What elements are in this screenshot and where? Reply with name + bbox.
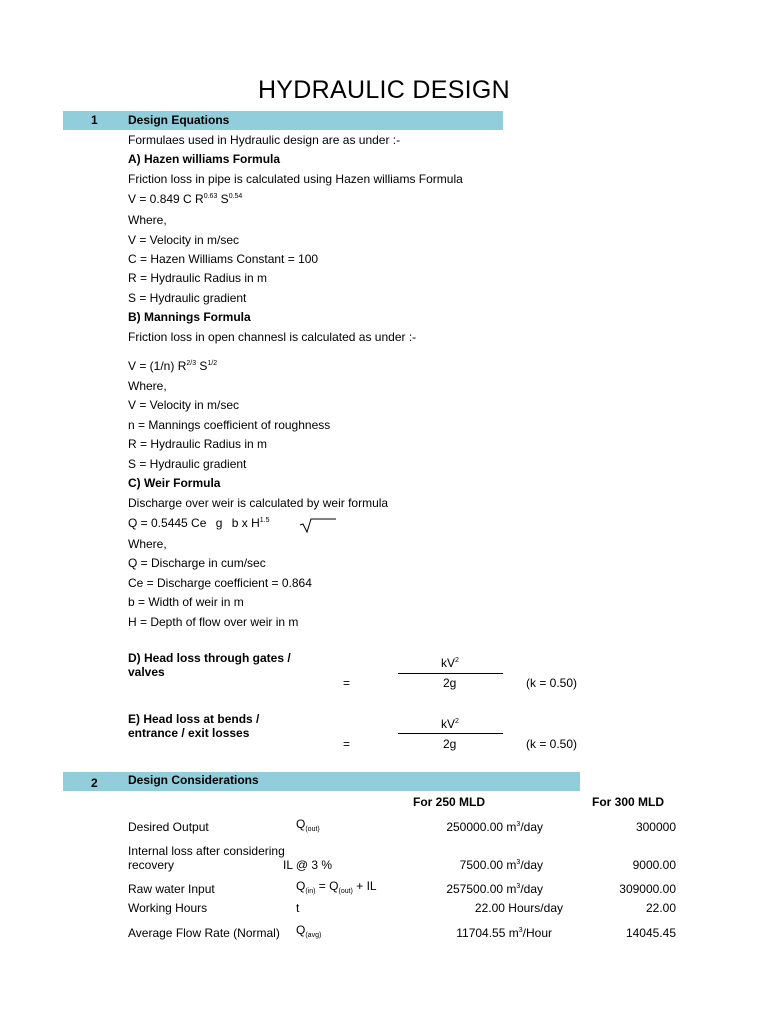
unit-text: m bbox=[506, 858, 517, 872]
gates-equals: = bbox=[343, 676, 351, 690]
unit-text: m bbox=[506, 882, 517, 896]
gates-denominator: 2g bbox=[443, 676, 457, 690]
sqrt-symbol-icon bbox=[298, 515, 338, 535]
symbol-text: + IL bbox=[352, 879, 377, 893]
symbol-subscript: (in) bbox=[305, 888, 316, 895]
section1-heading: Design Equations bbox=[128, 113, 230, 127]
row-label: Internal loss after considering bbox=[128, 844, 285, 858]
bends-label-cont: entrance / exit losses bbox=[128, 726, 250, 740]
where-label: Where, bbox=[128, 379, 167, 393]
column-header-250: For 250 MLD bbox=[413, 795, 486, 809]
row-label-cont: recovery bbox=[128, 858, 175, 872]
definition-line: S = Hydraulic gradient bbox=[128, 457, 247, 471]
gates-label-cont: valves bbox=[128, 665, 165, 679]
value-300: 9000.00 bbox=[632, 858, 676, 872]
definition-line: S = Hydraulic gradient bbox=[128, 291, 247, 305]
row-label: Average Flow Rate (Normal) bbox=[128, 926, 280, 940]
eq-exponent: 0.63 bbox=[203, 193, 218, 200]
where-label: Where, bbox=[128, 213, 167, 227]
definition-line: R = Hydraulic Radius in m bbox=[128, 271, 268, 285]
definition-line: V = Velocity in m/sec bbox=[128, 398, 240, 412]
value-300: 14045.45 bbox=[625, 926, 676, 940]
eq-exponent: 0.54 bbox=[228, 193, 243, 200]
definition-line: Ce = Discharge coefficient = 0.864 bbox=[128, 576, 312, 590]
bends-numerator bbox=[441, 717, 459, 731]
symbol-subscript: (out) bbox=[305, 826, 320, 833]
value-300: 309000.00 bbox=[619, 882, 676, 896]
unit-text: m bbox=[506, 820, 517, 834]
unit-exponent: 3 bbox=[516, 883, 521, 890]
value-text: 22.00 bbox=[474, 901, 505, 915]
eq-exponent: 2/3 bbox=[186, 360, 197, 367]
unit-rest: /day bbox=[520, 858, 543, 872]
gates-label: D) Head loss through gates / bbox=[128, 651, 291, 665]
symbol-text: Q bbox=[296, 879, 306, 893]
row-symbol bbox=[296, 923, 321, 937]
eq-part: Q = 0.5445 Ce bbox=[128, 516, 207, 530]
numerator-text: kV bbox=[441, 717, 456, 731]
section1-number: 1 bbox=[91, 113, 98, 127]
symbol-text: Q bbox=[296, 817, 306, 831]
eq-part: V = (1/n) R bbox=[128, 359, 187, 373]
mannings-description: Friction loss in open channesl is calculated as under :- bbox=[128, 330, 417, 344]
fraction-line bbox=[398, 733, 503, 734]
section2-number: 2 bbox=[91, 776, 98, 790]
row-symbol bbox=[296, 879, 377, 893]
definition-line: Q = Discharge in cum/sec bbox=[128, 556, 266, 570]
eq-part: V = 0.849 C R bbox=[128, 192, 204, 206]
bends-equals: = bbox=[343, 737, 351, 751]
value-250 bbox=[446, 820, 543, 834]
eq-part: S bbox=[196, 359, 208, 373]
symbol-text: = Q bbox=[315, 879, 339, 893]
row-symbol: IL @ 3 % bbox=[283, 858, 333, 872]
eq-exponent: 1.5 bbox=[259, 517, 270, 524]
eq-exponent: 1/2 bbox=[207, 360, 218, 367]
definition-line: n = Mannings coefficient of roughness bbox=[128, 418, 331, 432]
value-250 bbox=[456, 926, 552, 940]
value-text: 7500.00 bbox=[459, 858, 504, 872]
value-text: 257500.00 bbox=[446, 882, 504, 896]
row-label: Desired Output bbox=[128, 820, 209, 834]
unit-text: Hours/day bbox=[508, 901, 563, 915]
value-300: 22.00 bbox=[645, 901, 676, 915]
row-label: Raw water Input bbox=[128, 882, 215, 896]
unit-rest: /day bbox=[520, 882, 543, 896]
weir-heading: C) Weir Formula bbox=[128, 476, 221, 490]
definition-line: V = Velocity in m/sec bbox=[128, 233, 240, 247]
symbol-subscript: (out) bbox=[338, 888, 353, 895]
numerator-exponent: 2 bbox=[455, 718, 459, 725]
eq-part: g bbox=[215, 516, 223, 530]
unit-exponent: 3 bbox=[516, 821, 521, 828]
value-250 bbox=[475, 901, 563, 915]
weir-description: Discharge over weir is calculated by weir formula bbox=[128, 496, 389, 510]
weir-equation bbox=[128, 516, 270, 530]
symbol-text: Q bbox=[296, 923, 306, 937]
unit-exponent: 3 bbox=[516, 859, 521, 866]
hazen-williams-description: Friction loss in pipe is calculated using Hazen williams Formula bbox=[128, 172, 463, 186]
gates-numerator bbox=[441, 656, 459, 670]
page-title: HYDRAULIC DESIGN bbox=[257, 76, 511, 104]
value-text: 250000.00 bbox=[446, 820, 504, 834]
eq-part: S bbox=[217, 192, 229, 206]
mannings-equation bbox=[128, 359, 217, 373]
row-symbol: t bbox=[296, 901, 300, 915]
unit-rest: /Hour bbox=[522, 926, 552, 940]
hazen-williams-heading: A) Hazen williams Formula bbox=[128, 152, 281, 166]
numerator-text: kV bbox=[441, 656, 456, 670]
section2-heading: Design Considerations bbox=[128, 773, 259, 787]
fraction-line bbox=[398, 673, 503, 674]
bends-label: E) Head loss at bends / bbox=[128, 712, 260, 726]
value-250 bbox=[446, 882, 543, 896]
unit-rest: /day bbox=[520, 820, 543, 834]
mannings-heading: B) Mannings Formula bbox=[128, 310, 251, 324]
value-250 bbox=[460, 858, 543, 872]
column-header-300: For 300 MLD bbox=[592, 795, 665, 809]
unit-exponent: 3 bbox=[518, 927, 523, 934]
hazen-williams-equation bbox=[128, 192, 242, 206]
eq-part: b x H bbox=[231, 516, 260, 530]
intro-text: Formulaes used in Hydraulic design are as under :- bbox=[128, 133, 401, 147]
bends-denominator: 2g bbox=[443, 737, 457, 751]
unit-text: m bbox=[508, 926, 519, 940]
value-300: 300000 bbox=[635, 820, 676, 834]
symbol-subscript: (avg) bbox=[305, 932, 322, 939]
bends-k-value: (k = 0.50) bbox=[526, 737, 578, 751]
value-text: 11704.55 bbox=[456, 926, 506, 940]
where-label: Where, bbox=[128, 537, 167, 551]
definition-line: b = Width of weir in m bbox=[128, 595, 244, 609]
row-label: Working Hours bbox=[128, 901, 208, 915]
row-symbol bbox=[296, 817, 320, 831]
definition-line: R = Hydraulic Radius in m bbox=[128, 437, 268, 451]
gates-k-value: (k = 0.50) bbox=[526, 676, 578, 690]
numerator-exponent: 2 bbox=[455, 657, 459, 664]
definition-line: H = Depth of flow over weir in m bbox=[128, 615, 299, 629]
definition-line: C = Hazen Williams Constant = 100 bbox=[128, 252, 319, 266]
